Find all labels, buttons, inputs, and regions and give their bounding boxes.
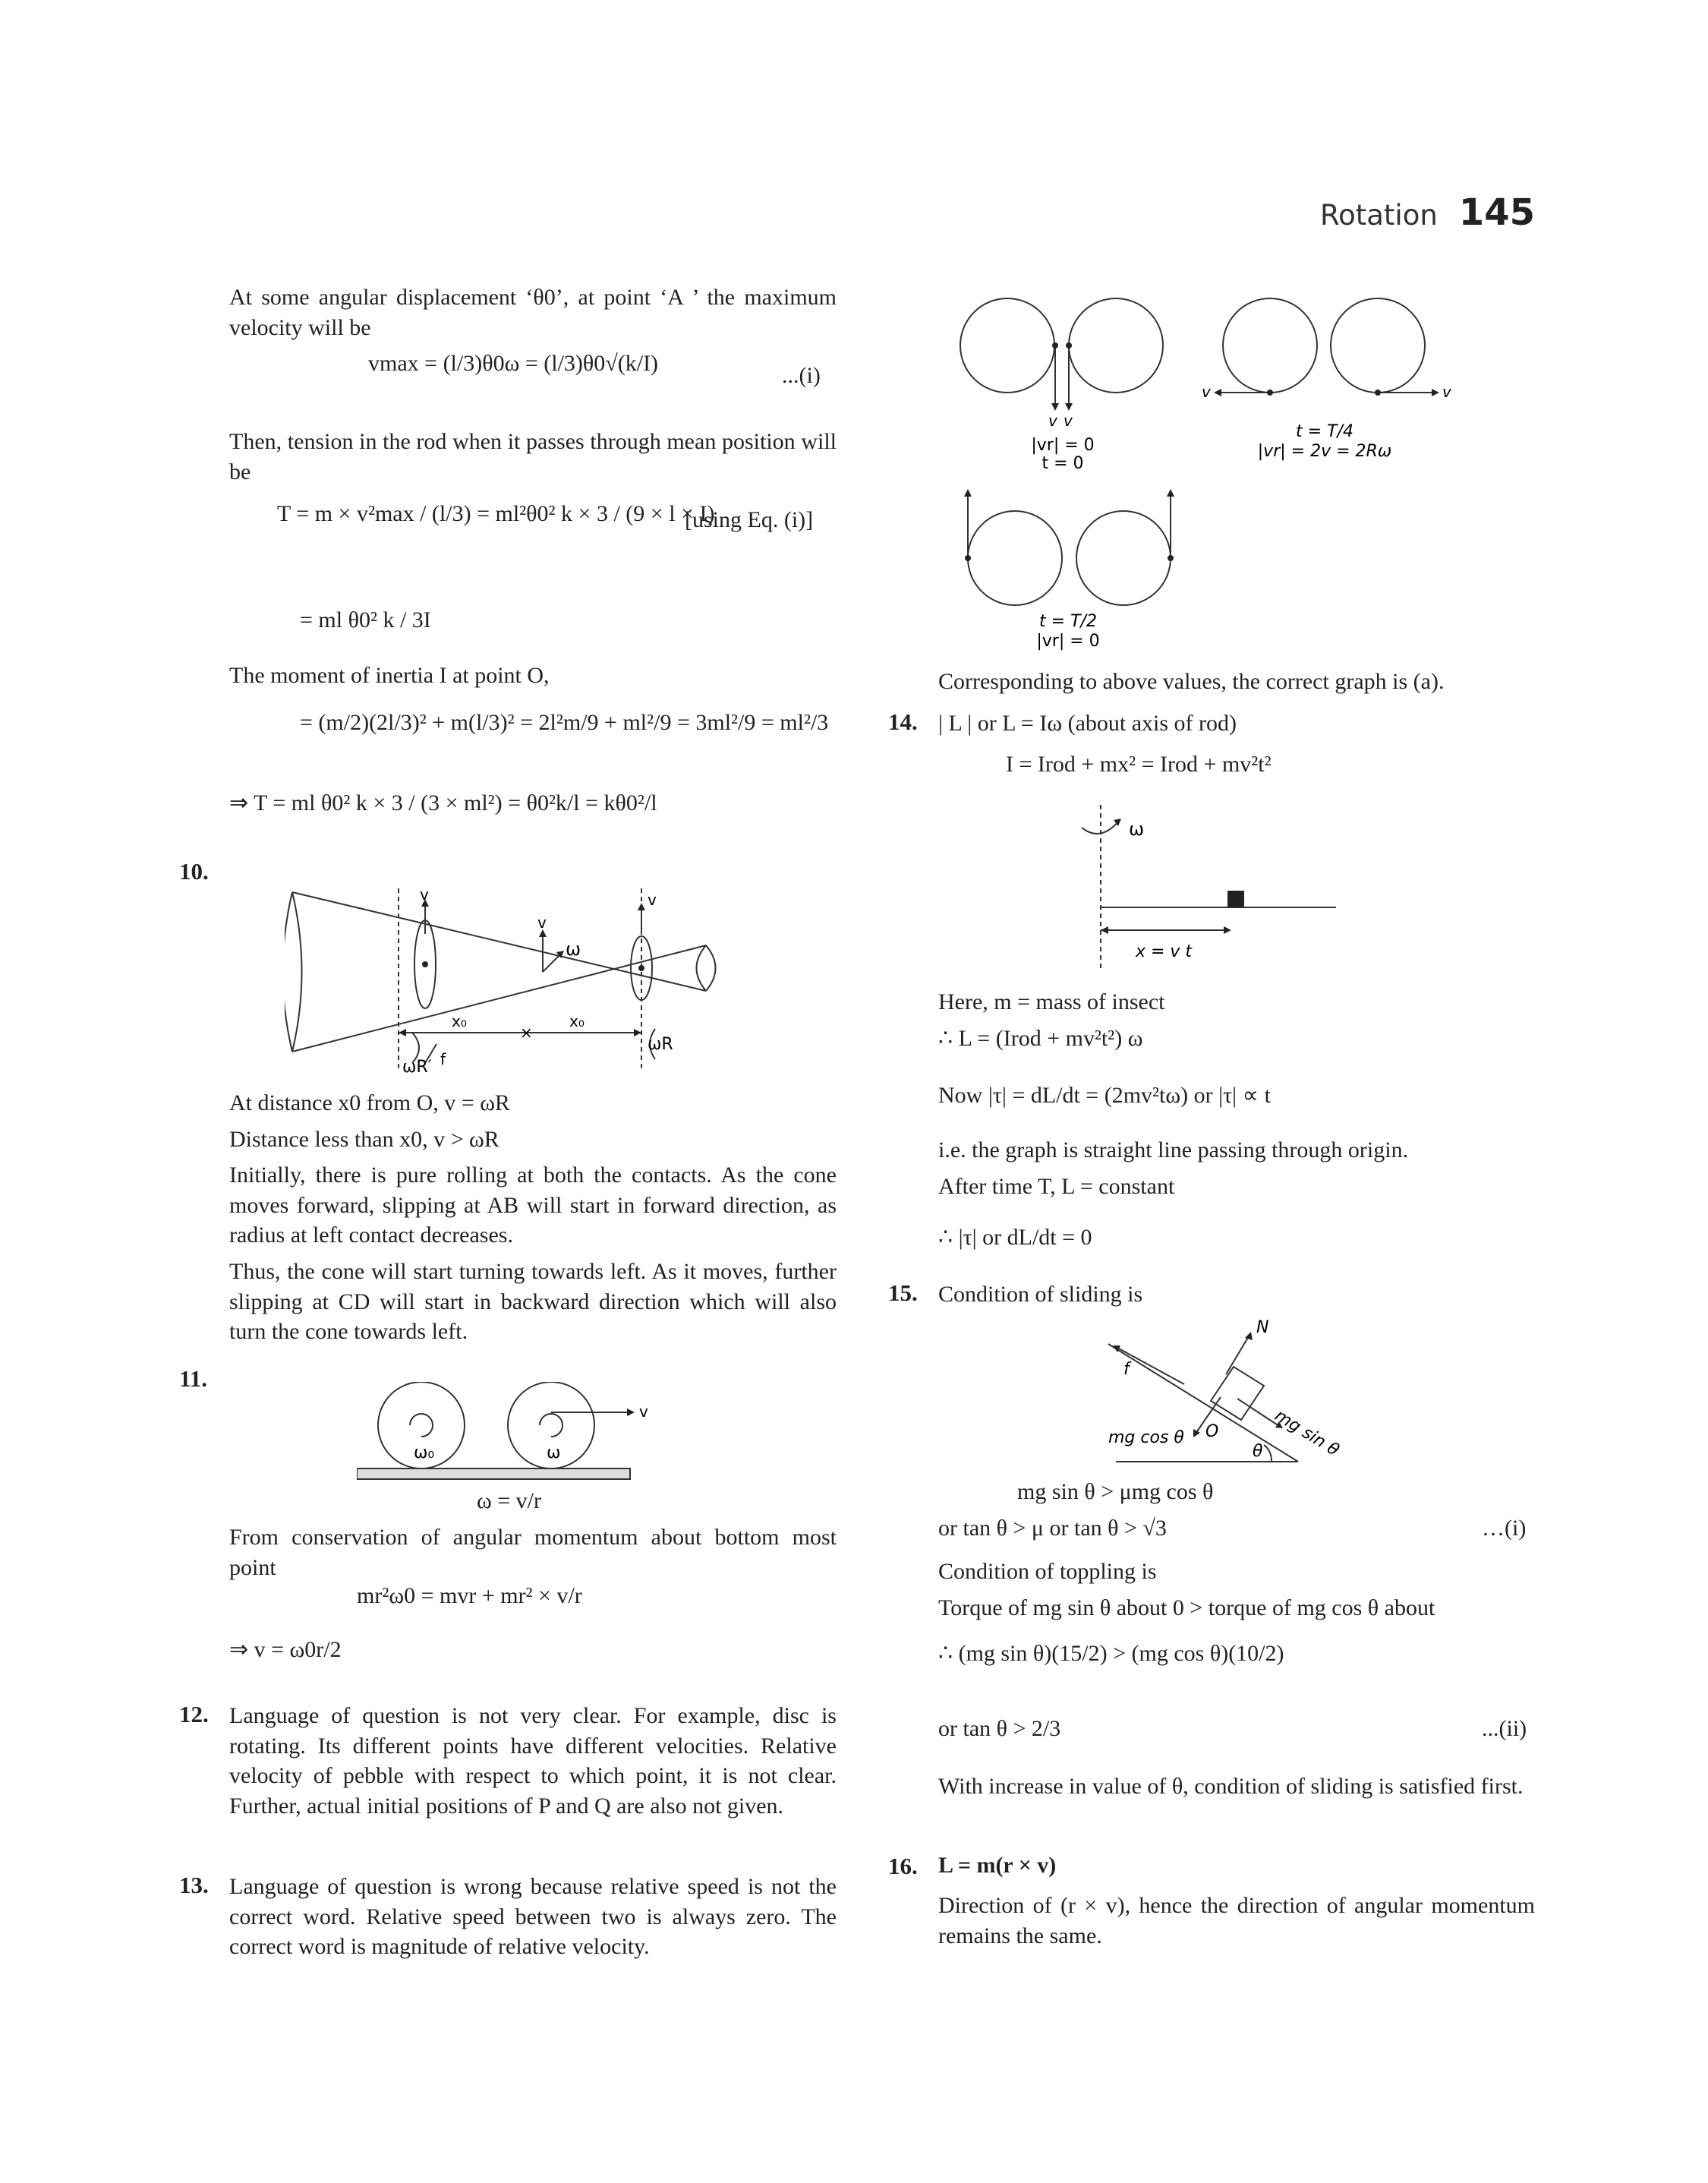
caption-t0-t: t = 0 xyxy=(1042,454,1084,473)
disc-label-v: v xyxy=(639,1402,648,1421)
q13-text: Language of question is wrong because relative speed is not the correct word. Relative speed between two is always zero. The correct word is magnitude of relative velocity. xyxy=(229,1874,837,1960)
chapter-title: Rotation xyxy=(1320,199,1438,232)
svg-text:×: × xyxy=(520,1024,533,1042)
question-number-16: 16. xyxy=(888,1853,918,1879)
inertia-text: The moment of inertia I at point O, xyxy=(229,663,550,688)
relative-velocity-figure xyxy=(953,292,1469,657)
q11-text: From conservation of angular momentum about bottom most point xyxy=(229,1525,837,1580)
label-O: O xyxy=(1205,1422,1219,1441)
svg-text:ω₀: ω₀ xyxy=(414,1443,435,1462)
tension-text: Then, tension in the rod when it passes through mean position will be xyxy=(229,429,837,484)
question-number-13: 13. xyxy=(179,1872,209,1898)
label-theta: θ xyxy=(1253,1442,1263,1461)
inclined-block-figure xyxy=(1093,1314,1344,1473)
q14-eq-inertia: I = Irod + mx² = Irod + mv²t² xyxy=(1006,752,1272,777)
label-mgcos: mg cos θ xyxy=(1108,1428,1184,1447)
q15-conclusion: With increase in value of θ, condition of sliding is satisfied first. xyxy=(938,1774,1524,1799)
svg-text:x₀: x₀ xyxy=(452,1012,467,1030)
rotating-rod-figure xyxy=(1067,805,1363,968)
equation-tension-final: ⇒ T = ml θ0² k × 3 / (3 × ml²) = θ0²k/l = kθ0²/l xyxy=(229,790,657,815)
question-number-12: 12. xyxy=(179,1701,209,1727)
question-number-14: 14. xyxy=(888,708,918,735)
q15-eq-tag-ii: ...(ii) xyxy=(1482,1716,1527,1741)
q15-cond: Condition of sliding is xyxy=(938,1282,1143,1307)
q14-eq-zero: ∴ |τ| or dL/dt = 0 xyxy=(938,1225,1092,1250)
equation-tension: T = m × v²max / (l/3) = ml²θ0² k × 3 / (9 × l × I) xyxy=(277,501,715,526)
page-header xyxy=(1320,191,1535,234)
question-number-11: 11. xyxy=(179,1365,208,1392)
q13-conclusion: Corresponding to above values, the correct graph is (a). xyxy=(938,669,1445,694)
caption-th-t: t = T/2 xyxy=(1039,612,1097,631)
q15-eq-tan-ii: or tan θ > 2/3 xyxy=(938,1716,1061,1741)
caption-tq-t: t = T/4 xyxy=(1296,422,1353,441)
svg-text:ωR: ωR xyxy=(648,1035,673,1054)
question-number-10: 10. xyxy=(179,858,209,885)
svg-text:x₀: x₀ xyxy=(569,1012,585,1030)
equation-vmax: vmax = (l/3)θ0ω = (l/3)θ0√(k/I) xyxy=(368,351,659,376)
q15-topple: Condition of toppling is Torque of mg sin θ about 0 > torque of mg cos θ about xyxy=(938,1559,1435,1620)
caption-th-vr: |vr| = 0 xyxy=(1036,632,1100,651)
cone-label-v3: v xyxy=(648,891,657,909)
v-label-1: v xyxy=(1048,412,1057,430)
q16-eq: L = m(r × v) xyxy=(938,1853,1057,1878)
cone-label-omega: ω xyxy=(566,939,581,960)
q12-text: Language of question is not very clear. For example, disc is rotating. Its different points have different velocities. Relative velocity of pebble with respect to which point, it is not clear. Further, actual initial positions of P and Q are also not given. xyxy=(229,1703,837,1819)
page-number: 145 xyxy=(1458,191,1535,234)
q15-eq-slide: mg sin θ > μmg cos θ xyxy=(1017,1479,1214,1504)
q14-line1: | L | or L = Iω (about axis of rod) xyxy=(938,711,1237,736)
q14-here: Here, m = mass of insect xyxy=(938,989,1165,1014)
svg-text:ωR′: ωR′ xyxy=(402,1058,432,1077)
cone-label-v1: v xyxy=(420,888,429,904)
label-N: N xyxy=(1256,1318,1269,1337)
q14-ie: i.e. the graph is straight line passing through origin. After time T, L = constant xyxy=(938,1137,1409,1199)
q16-text: Direction of (r × v), hence the direction of angular momentum remains the same. xyxy=(938,1893,1535,1948)
q15-eq-torque: ∴ (mg sin θ)(15/2) > (mg cos θ)(10/2) xyxy=(938,1641,1284,1666)
label-f: f xyxy=(1123,1360,1130,1379)
question-number-15: 15. xyxy=(888,1279,918,1306)
cone-rolling-figure xyxy=(285,888,755,1086)
q11-eq-momentum: mr²ω0 = mvr + mr² × v/r xyxy=(357,1583,582,1608)
cone-label-v2: v xyxy=(537,913,547,932)
svg-text:f: f xyxy=(440,1050,446,1068)
equation-tension-simplified: = ml θ0² k / 3I xyxy=(300,607,431,633)
caption-t0-vr: |vr| = 0 xyxy=(1031,436,1095,455)
rod-x-label: x = v t xyxy=(1135,942,1193,961)
equation-tag-i: ...(i) xyxy=(782,363,821,388)
disc-label-omega: ω xyxy=(547,1443,561,1462)
q15-eq-tan: or tan θ > μ or tan θ > √3 xyxy=(938,1516,1167,1541)
label-mgsin: mg sin θ xyxy=(1271,1405,1343,1461)
rolling-disc-figure xyxy=(357,1382,660,1481)
q15-eq-tag-i: …(i) xyxy=(1482,1516,1527,1541)
v-label-4: v xyxy=(1442,383,1451,401)
q14-eq-torque: Now |τ| = dL/dt = (2mv²tω) or |τ| ∝ t xyxy=(938,1083,1271,1108)
intro-text: At some angular displacement ‘θ0’, at point ‘A ’ the maximum velocity will be xyxy=(229,285,837,340)
q11-eq-result: ⇒ v = ω0r/2 xyxy=(229,1637,342,1662)
q11-eq-omega: ω = v/r xyxy=(477,1488,541,1513)
equation-tension-note: [using Eq. (i)] xyxy=(685,507,814,532)
caption-tq-vr: |vr| = 2v = 2Rω xyxy=(1257,442,1392,461)
v-label-2: v xyxy=(1064,412,1073,430)
v-label-3: v xyxy=(1202,383,1211,401)
equation-inertia: = (m/2)(2l/3)² + m(l/3)² = 2l²m/9 + ml²/9 = 3ml²/9 = ml²/3 xyxy=(300,710,829,735)
q14-eq-L: ∴ L = (Irod + mv²t²) ω xyxy=(938,1026,1143,1051)
rod-omega-label: ω xyxy=(1129,819,1145,840)
q10-answer: At distance x0 from O, v = ωR Distance less than x0, v > ωR Initially, there is pure rolling at both the contacts. As the cone moves forward, slipping at AB will start in forward direction, as radius at left contact decreases. Thus, the cone will start turning towards left. As it moves, further slipping at CD will start in backward direction which will also turn the cone towards left. xyxy=(229,1090,837,1345)
